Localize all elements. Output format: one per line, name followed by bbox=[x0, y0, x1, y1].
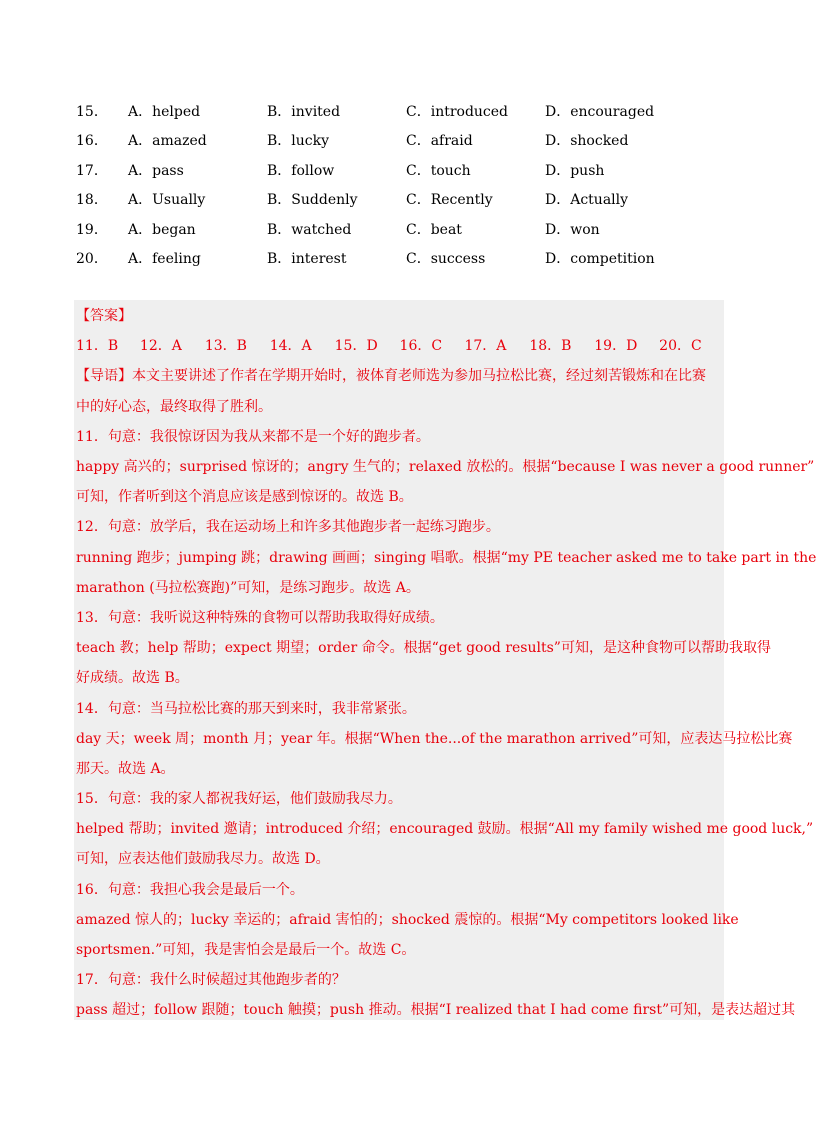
answer-key: 13．B bbox=[204, 338, 247, 355]
option-c: C．Recently bbox=[406, 192, 493, 209]
option-c: C．introduced bbox=[406, 103, 509, 120]
answer-key: 18．B bbox=[529, 338, 572, 355]
option-row bbox=[76, 244, 736, 274]
question-number: 20． bbox=[76, 251, 108, 268]
answer-key: 20．C bbox=[659, 338, 702, 355]
answer-text-line: 17．句意：我什么时候超过其他跑步者的？ bbox=[76, 972, 346, 989]
option-a: A．began bbox=[128, 221, 196, 238]
answer-key: 19．D bbox=[594, 338, 638, 355]
option-d: D．won bbox=[545, 221, 600, 238]
answer-text-line: 可知，作者听到这个消息应该是感到惊讶的。故选 B。 bbox=[76, 489, 413, 506]
answer-text-line: helped 帮助；invited 邀请；introduced 介绍；encouraged 鼓励。根据“All my family wished me good luck,” bbox=[76, 821, 814, 838]
answer-keys bbox=[76, 330, 724, 360]
answer-text-line: 13．句意：我听说这种特殊的食物可以帮助我取得好成绩。 bbox=[76, 609, 444, 626]
option-a: A．amazed bbox=[128, 133, 207, 150]
option-b: B．watched bbox=[267, 221, 352, 238]
answer-text-line: 14．句意：当马拉松比赛的那天到来时，我非常紧张。 bbox=[76, 700, 416, 717]
option-b: B．Suddenly bbox=[267, 192, 358, 209]
answer-key: 15．D bbox=[334, 338, 378, 355]
answer-key: 14．A bbox=[269, 338, 312, 355]
option-a: A．Usually bbox=[128, 192, 206, 209]
option-row bbox=[76, 126, 736, 156]
answer-text-line: 15．句意：我的家人都祝我好运，他们鼓励我尽力。 bbox=[76, 791, 402, 808]
option-b: B．lucky bbox=[267, 133, 330, 150]
question-number: 15． bbox=[76, 103, 108, 120]
option-c: C．afraid bbox=[406, 133, 473, 150]
answer-key: 11．B bbox=[76, 338, 119, 355]
answer-text-line: 中的好心态，最终取得了胜利。 bbox=[76, 398, 272, 415]
question-number: 16． bbox=[76, 133, 108, 150]
answer-section bbox=[76, 300, 816, 1025]
option-b: B．invited bbox=[267, 103, 341, 120]
question-number: 18． bbox=[76, 192, 108, 209]
answer-key: 12．A bbox=[139, 338, 182, 355]
answer-key: 17．A bbox=[464, 338, 507, 355]
options-list bbox=[76, 96, 736, 273]
option-d: D．shocked bbox=[545, 133, 629, 150]
option-row bbox=[76, 155, 736, 185]
option-row bbox=[76, 96, 736, 126]
option-row bbox=[76, 185, 736, 215]
answer-text-line: sportsmen.”可知，我是害怕会是最后一个。故选 C。 bbox=[76, 942, 416, 959]
option-a: A．feeling bbox=[128, 251, 201, 268]
option-d: D．push bbox=[545, 162, 605, 179]
answer-text-line: teach 教；help 帮助；expect 期望；order 命令。根据“get good results”可知，是这种食物可以帮助我取得 bbox=[76, 640, 771, 657]
option-d: D．encouraged bbox=[545, 103, 655, 120]
answer-text-line: 可知，应表达他们鼓励我尽力。故选 D。 bbox=[76, 851, 330, 868]
answer-text-line: 那天。故选 A。 bbox=[76, 760, 175, 777]
question-number: 17． bbox=[76, 162, 108, 179]
answer-text-line: amazed 惊人的；lucky 幸运的；afraid 害怕的；shocked 震惊的。根据“My competitors looked like bbox=[76, 911, 739, 928]
answer-text-line: 16．句意：我担心我会是最后一个。 bbox=[76, 881, 304, 898]
option-b: B．follow bbox=[267, 162, 335, 179]
option-d: D．Actually bbox=[545, 192, 629, 209]
option-d: D．competition bbox=[545, 251, 655, 268]
option-a: A．helped bbox=[128, 103, 201, 120]
option-b: B．interest bbox=[267, 251, 347, 268]
answer-text-line: happy 高兴的；surprised 惊讶的；angry 生气的；relaxed 放松的。根据“because I was never a good runner” bbox=[76, 459, 815, 476]
answer-text-line: 12．句意：放学后，我在运动场上和许多其他跑步者一起练习跑步。 bbox=[76, 519, 500, 536]
answer-heading: 【答案】 bbox=[76, 308, 132, 325]
answer-text-line: 好成绩。故选 B。 bbox=[76, 670, 189, 687]
question-number: 19． bbox=[76, 221, 108, 238]
answer-key: 16．C bbox=[399, 338, 443, 355]
option-row bbox=[76, 214, 736, 244]
answer-text-line: running 跑步；jumping 跳；drawing 画画；singing 唱歌。根据“my PE teacher asked me to take part in the bbox=[76, 549, 816, 566]
answer-text-line: pass 超过；follow 跟随；touch 触摸；push 推动。根据“I realized that I had come first”可知，是表达超过其 bbox=[76, 1002, 796, 1019]
option-c: C．beat bbox=[406, 221, 462, 238]
answer-text-line: marathon (马拉松赛跑)”可知，是练习跑步。故选 A。 bbox=[76, 579, 420, 596]
option-a: A．pass bbox=[128, 162, 184, 179]
option-c: C．success bbox=[406, 251, 486, 268]
answer-text-line: 【导语】本文主要讲述了作者在学期开始时，被体育老师选为参加马拉松比赛，经过刻苦锻炼和在比赛 bbox=[76, 368, 706, 385]
answer-text-line: day 天；week 周；month 月；year 年。根据“When the...of the marathon arrived”可知，应表达马拉松比赛 bbox=[76, 730, 793, 747]
option-c: C．touch bbox=[406, 162, 471, 179]
answer-text-line: 11．句意：我很惊讶因为我从来都不是一个好的跑步者。 bbox=[76, 428, 430, 445]
